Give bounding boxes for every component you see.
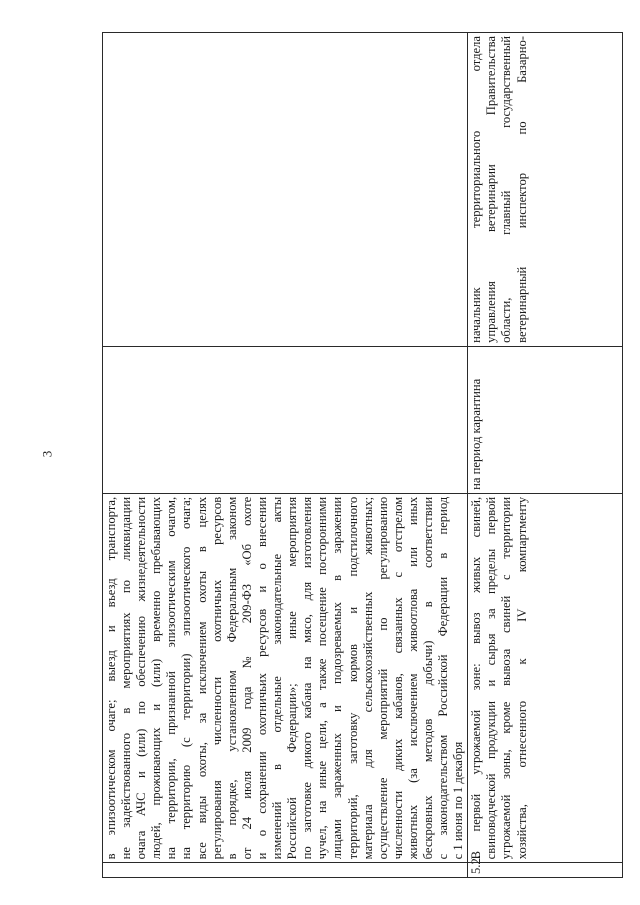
rotated-page-content — [102, 32, 607, 878]
measure-line: изменений в отдельные законодательные акты — [270, 496, 285, 860]
measure-line: регулирования численности охотничьих ресурсов — [209, 496, 224, 860]
measure-line: на территорию (с территории) эпизоотического очага; — [179, 496, 194, 860]
table-row — [103, 33, 468, 878]
measure-line: в порядке, установленном Федеральным законом — [224, 496, 239, 860]
measure-line: осуществление мероприятий по регулированию — [375, 496, 390, 860]
measure-line: свиноводческой продукции и сырья за пределы первой — [484, 496, 499, 860]
measure-line: материала для сельскохозяйственных животных; — [360, 496, 375, 860]
measure-line: лицами зараженных и подозреваемых в заражении — [330, 496, 345, 860]
measure-line: бескровных методов добычи) в соответствии — [420, 496, 435, 860]
responsible-line: области, главный государственный — [499, 36, 514, 343]
measure-line: в эпизоотическом очаге; выезд и въезд транспорта, — [104, 496, 118, 860]
measure-line: на территории, признанной эпизоотическим очагом, — [164, 496, 179, 860]
measure-line: В первой угрожаемой зоне: вывоз живых свиней, — [469, 496, 484, 860]
responsible-line: ветеринарный инспектор по Базарно- — [514, 36, 529, 343]
measure-line: и о сохранении охотничьих ресурсов и о внесении — [254, 496, 269, 860]
measure-line: численности диких кабанов, связанных с отстрелом — [390, 496, 405, 860]
responsible-line: управления ветеринарии Правительства — [484, 36, 499, 343]
measure-line: от 24 июля 2009 года № 209-ФЗ «Об охоте — [239, 496, 254, 860]
measure-line: не задействованного в мероприятиях по ликвидации — [119, 496, 134, 860]
term-cell: на период карантина — [468, 346, 623, 493]
term-cell — [103, 346, 468, 493]
responsible-cell — [468, 33, 623, 347]
measure-line: с 1 июня по 1 декабря — [451, 741, 466, 860]
measures-table — [102, 32, 623, 878]
responsible-cell — [103, 33, 468, 347]
measure-line: все виды охоты, за исключением охоты в целях — [194, 496, 209, 860]
measure-cell — [103, 493, 468, 862]
measure-line: хозяйства, отнесенного к IV компартменту — [514, 496, 529, 860]
measure-line: территорий, заготовку кормов и подстилочного — [345, 496, 360, 860]
measure-line: людей, проживающих и (или) временно пребывающих — [149, 496, 164, 860]
responsible-line: начальник территориального отдела — [469, 36, 484, 343]
measure-line: по заготовке дикого кабана на мясо, для изготовления — [300, 496, 315, 860]
measure-line: очага АЧС и (или) по обеспечению жизнедеятельности — [134, 496, 149, 860]
measure-cell — [468, 493, 623, 862]
measure-line: угрожаемой зоны, кроме вывоза свиней с территории — [499, 496, 514, 860]
measure-line: животных (за исключением живоотлова или иных — [405, 496, 420, 860]
measure-line: Российской Федерации»; иные мероприятия — [285, 496, 300, 860]
table-row — [468, 33, 623, 878]
row-number-cell — [103, 863, 468, 878]
measure-line: с законодательством Российской Федерации в период — [436, 496, 451, 860]
measure-line: чучел, на иные цели, а также посещение посторонними — [315, 496, 330, 860]
row-number-cell: 5.2. — [468, 863, 623, 878]
page-number: 3 — [39, 450, 55, 458]
